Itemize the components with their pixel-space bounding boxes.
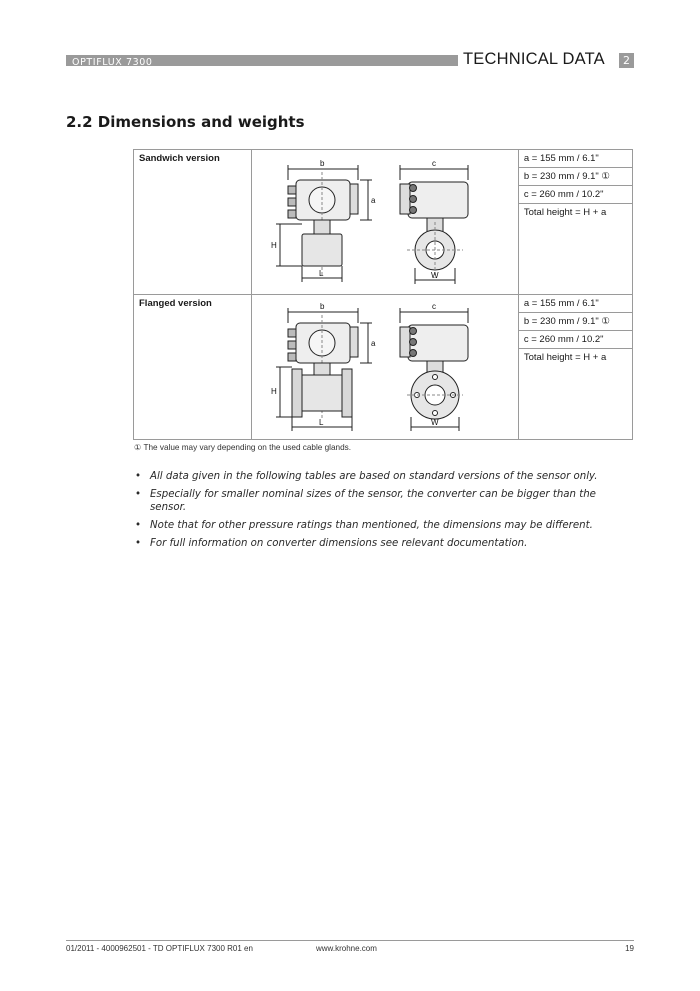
spec-dimension-c: c = 260 mm / 10.2" [519, 186, 632, 204]
row-label: Flanged version [134, 295, 252, 440]
page-header [66, 50, 634, 69]
bullet-glyph: • [135, 471, 142, 482]
bullet-glyph: • [135, 489, 142, 500]
dimension-label-b: b [319, 302, 325, 311]
dimension-label-b: b [319, 159, 325, 168]
dimension-label-c: c [431, 302, 436, 311]
section-title: 2.2 Dimensions and weights [66, 113, 305, 131]
note-text: All data given in the following tables are based on standard versions of the sensor only. [150, 471, 598, 482]
list-item [134, 470, 624, 483]
row-label: Sandwich version [134, 150, 252, 295]
dimension-label-a: a [370, 196, 376, 205]
list-item [134, 537, 624, 550]
spec-cell-sandwich [518, 150, 632, 295]
table-footnote: ① The value may vary depending on the used cable glands. [134, 443, 352, 452]
spec-dimension-a: a = 155 mm / 6.1" [519, 295, 632, 313]
note-text: Note that for other pressure ratings than mentioned, the dimensions may be different. [150, 520, 593, 531]
footer-document-id: 01/2011 - 4000962501 - TD OPTIFLUX 7300 R01 en [66, 944, 253, 953]
dimensions-table [133, 149, 633, 440]
bullet-glyph: • [135, 520, 142, 531]
note-text: Especially for smaller nominal sizes of the sensor, the converter can be bigger than the sensor. [150, 489, 596, 513]
drawing-cell-flanged [251, 295, 518, 440]
dimension-label-w: W [430, 271, 439, 280]
footer-website-link[interactable]: www.krohne.com [316, 944, 377, 953]
dimension-label-h: H [270, 241, 277, 250]
dimension-label-w: W [430, 418, 439, 427]
spec-cell-flanged [518, 295, 632, 440]
dimension-label-l: L [318, 418, 324, 427]
flanged-version-drawing [252, 295, 518, 439]
spec-dimension-b: b = 230 mm / 9.1" ① [519, 168, 632, 186]
header-chapter-number: 2 [619, 53, 634, 68]
spec-dimension-b: b = 230 mm / 9.1" ① [519, 313, 632, 331]
notes-list [134, 470, 624, 555]
footer-divider [66, 940, 634, 941]
table-row-sandwich [134, 150, 633, 295]
spec-dimension-a: a = 155 mm / 6.1" [519, 150, 632, 168]
spec-total-height: Total height = H + a [523, 352, 607, 363]
spec-dimension-c: c = 260 mm / 10.2" [519, 331, 632, 349]
dimension-label-l: L [318, 269, 324, 278]
bullet-glyph: • [135, 538, 142, 549]
table-row-flanged [134, 295, 633, 440]
dimension-label-a: a [370, 339, 376, 348]
spec-total-height: Total height = H + a [523, 207, 607, 218]
list-item [134, 519, 624, 532]
header-product-name: OPTIFLUX 7300 [72, 57, 153, 68]
header-bar [66, 55, 458, 66]
footer-page-number: 19 [625, 944, 634, 953]
sandwich-version-drawing [252, 150, 518, 294]
note-text: For full information on converter dimensions see relevant documentation. [150, 538, 528, 549]
header-section-title: TECHNICAL DATA [463, 50, 605, 68]
dimension-label-h: H [270, 387, 277, 396]
list-item [134, 488, 624, 514]
drawing-cell-sandwich [251, 150, 518, 295]
dimension-label-c: c [431, 159, 436, 168]
